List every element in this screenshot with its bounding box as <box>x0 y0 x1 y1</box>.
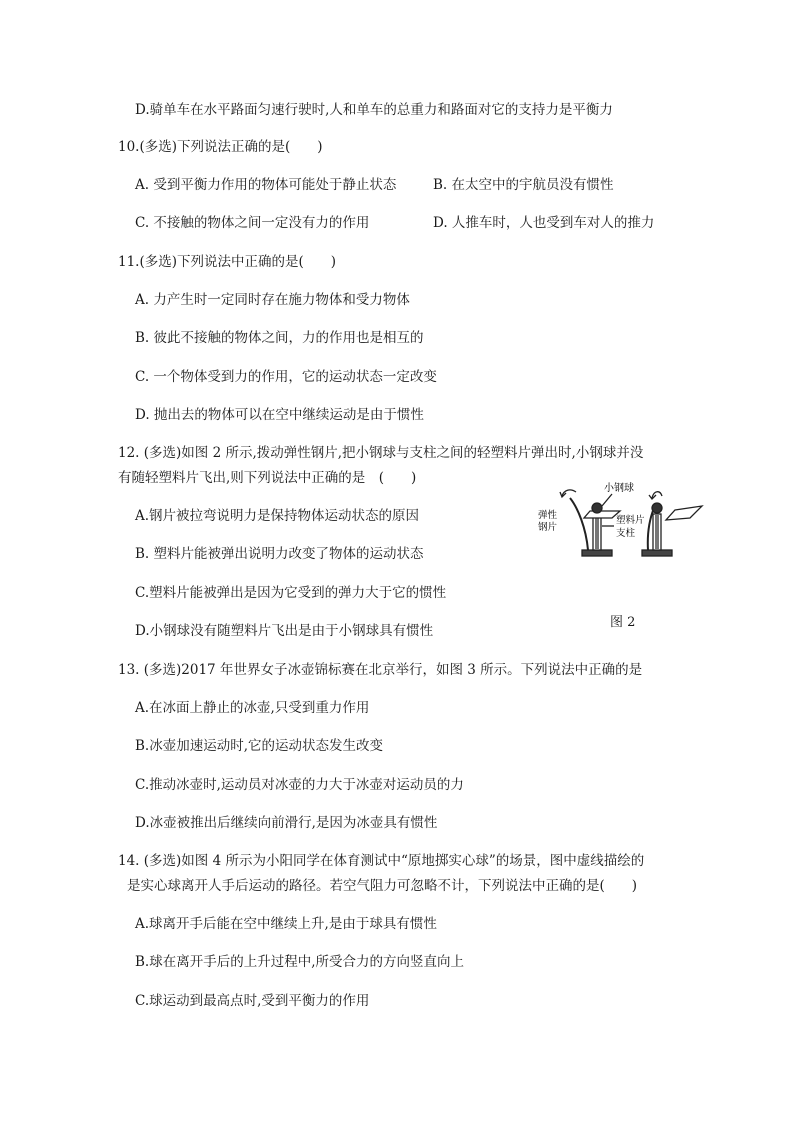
q10-option-b: B. 在太空中的宇航员没有惯性 <box>433 177 614 193</box>
q12-option-d: D.小钢球没有随塑料片飞出是由于小钢球具有惯性 <box>135 623 434 639</box>
q13-option-c: C.推动冰壶时,运动员对冰壶的力大于冰壶对运动员的力 <box>135 777 464 793</box>
q9-option-d: D.骑单车在水平路面匀速行驶时,人和单车的总重力和路面对它的支持力是平衡力 <box>135 102 613 118</box>
q12-stem-line1: 12. (多选)如图 2 所示,拨动弹性钢片,把小钢球与支柱之间的轻塑料片弹出时,小钢球并没 <box>118 445 644 461</box>
spring-steel <box>570 498 588 550</box>
q11-option-b: B. 彼此不接触的物体之间，力的作用也是相互的 <box>135 330 424 346</box>
figure-2-drawing <box>530 478 710 568</box>
q14-option-b: B.球在离开手后的上升过程中,所受合力的方向竖直向上 <box>135 954 465 970</box>
q13-option-a: A.在冰面上静止的冰壶,只受到重力作用 <box>135 700 370 716</box>
q14-stem-line2: 是实心球离开人手后运动的路径。若空气阻力可忽略不计，下列说法中正确的是( ) <box>127 878 638 894</box>
q10-option-d: D. 人推车时，人也受到车对人的推力 <box>433 215 655 231</box>
figure-2 <box>530 478 710 568</box>
q13-stem: 13. (多选)2017 年世界女子冰壶锦标赛在北京举行，如图 3 所示。下列说法中正确的是 <box>118 662 643 678</box>
steel-ball-right <box>652 503 662 513</box>
right-base <box>642 550 672 556</box>
figure-2-caption: 图 2 <box>610 615 636 630</box>
plastic-sheet-flying <box>666 506 702 520</box>
q11-stem: 11.(多选)下列说法中正确的是( ) <box>118 254 337 270</box>
label-spring-1: 弹性 <box>538 510 558 521</box>
q13-option-d: D.冰壶被推出后继续向前滑行,是因为冰壶具有惯性 <box>135 815 438 831</box>
q14-option-c: C.球运动到最高点时,受到平衡力的作用 <box>135 993 370 1009</box>
q11-option-d: D. 抛出去的物体可以在空中继续运动是由于惯性 <box>135 407 424 423</box>
q11-option-c: C. 一个物体受到力的作用，它的运动状态一定改变 <box>135 369 437 385</box>
left-base <box>582 550 612 556</box>
q12-option-b: B. 塑料片能被弹出说明力改变了物体的运动状态 <box>135 546 424 562</box>
q10-option-a: A. 受到平衡力作用的物体可能处于静止状态 <box>135 177 397 193</box>
q10-stem: 10.(多选)下列说法正确的是( ) <box>118 139 323 155</box>
q13-option-b: B.冰壶加速运动时,它的运动状态发生改变 <box>135 738 384 754</box>
steel-ball-left <box>592 503 602 513</box>
label-spring-2: 钢片 <box>538 522 558 533</box>
q12-option-c: C.塑料片能被弹出是因为它受到的弹力大于它的惯性 <box>135 585 447 601</box>
q14-option-a: A.球离开手后能在空中继续上升,是由于球具有惯性 <box>135 916 437 932</box>
plastic-sheet-left <box>584 511 620 518</box>
q11-option-a: A. 力产生时一定同时存在施力物体和受力物体 <box>135 292 410 308</box>
q12-option-a: A.钢片被拉弯说明力是保持物体运动状态的原因 <box>135 508 420 524</box>
q10-option-c: C. 不接触的物体之间一定没有力的作用 <box>135 215 370 231</box>
label-steel-ball: 小钢球 <box>604 483 634 494</box>
label-pillar: 支柱 <box>616 528 636 539</box>
q14-stem-line1: 14. (多选)如图 4 所示为小阳同学在体育测试中“原地掷实心球”的场景，图中虚线描绘的 <box>118 853 645 869</box>
label-plastic: 塑料片 <box>616 515 645 526</box>
q12-stem-line2: 有随轻塑料片飞出,则下列说法中正确的是 ( ) <box>118 470 417 486</box>
